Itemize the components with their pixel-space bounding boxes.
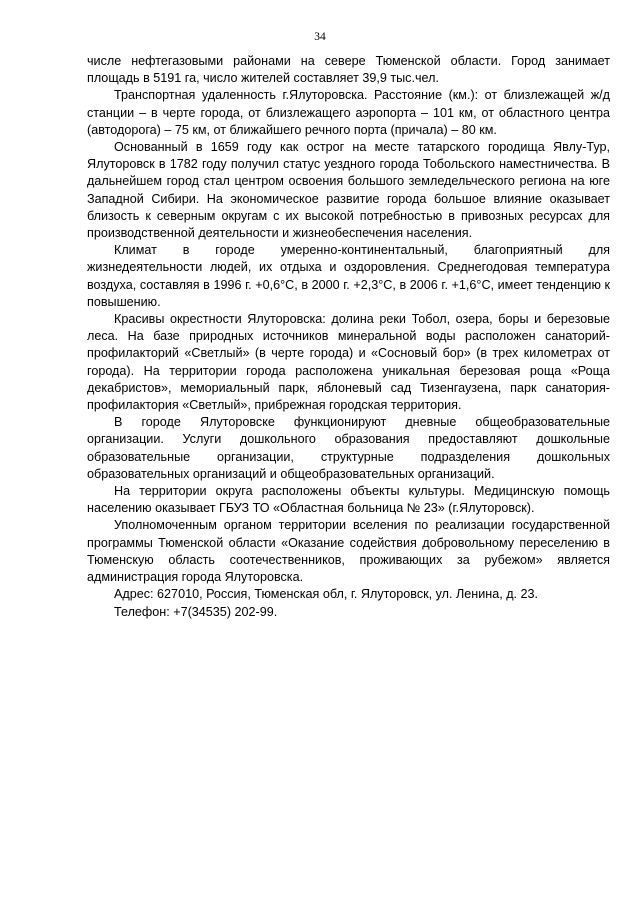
paragraph-culture-health: На территории округа расположены объекты культуры. Медицинскую помощь населению оказывает ГБУЗ ТО «Областная больница № 23» (г.Ялуторовск). [87,484,610,516]
paragraph-climate: Климат в городе умеренно-континентальный, благоприятный для жизнедеятельности людей, их отдыха и оздоровления. Среднегодовая температура воздуха, составляя в 1996 г. +0,6°С, в 2000 г. +2,3°С, в 2006 г. +1,6°С, имеет тенденцию к повышению. [87,243,610,309]
paragraph-surroundings: Красивы окрестности Ялуторовска: долина реки Тобол, озера, боры и березовые леса. На базе природных источников минеральной воды расположен санаторий-профилакторий «Светлый» (в черте города) и «Сосновый бор» (в трех километрах от города). На территории города расположена уникальная березовая роща «Роща декабристов», мемориальный парк, яблоневый сад Тизенгаузена, парк санатория-профилактория «Светлый», прибрежная городская территория. [87,312,610,413]
paragraph-transport: Транспортная удаленность г.Ялуторовска. Расстояние (км.): от близлежащей ж/д станции – в черте города, от близлежащего аэропорта – 101 км, от областного центра (автодорога) – 75 км, от ближайшего речного порта (причала) – 80 км. [87,88,610,137]
paragraph-education: В городе Ялуторовске функционируют дневные общеобразовательные организации. Услуги дошкольного образования предоставляют дошкольные образовательные организации, структурные подразделения дошкольных образовательных организаций и общеобразовательных организаций. [87,415,610,481]
document-body [87,53,610,621]
page-number: 34 [314,31,326,43]
paragraph-authority: Уполномоченным органом территории вселения по реализации государственной программы Тюменской области «Оказание содействия добровольному переселению в Тюменскую область соотечественников, проживающих за рубежом» является администрация города Ялуторовска. [87,518,610,585]
paragraph-address: Адрес: 627010, Россия, Тюменская обл, г. Ялуторовск, ул. Ленина, д. 23. [114,587,539,602]
paragraph-history: Основанный в 1659 году как острог на месте татарского городища Явлу-Тур, Ялуторовск в 1782 году получил статус уездного города Тобольского наместничества. В дальнейшем город стал центром освоения большого земледельческого региона на юге Западной Сибири. На экономическое развитие города большое влияние оказывает близость к северным округам с их высокой потребностью в привозных ресурсах для производственной деятельности и жизнеобеспечения населения. [87,140,610,241]
paragraph-continuation: числе нефтегазовыми районами на севере Тюменской области. Город занимает площадь в 5191 га, число жителей составляет 39,9 тыс.чел. [87,54,610,86]
paragraph-phone: Телефон: +7(34535) 202-99. [114,604,278,619]
